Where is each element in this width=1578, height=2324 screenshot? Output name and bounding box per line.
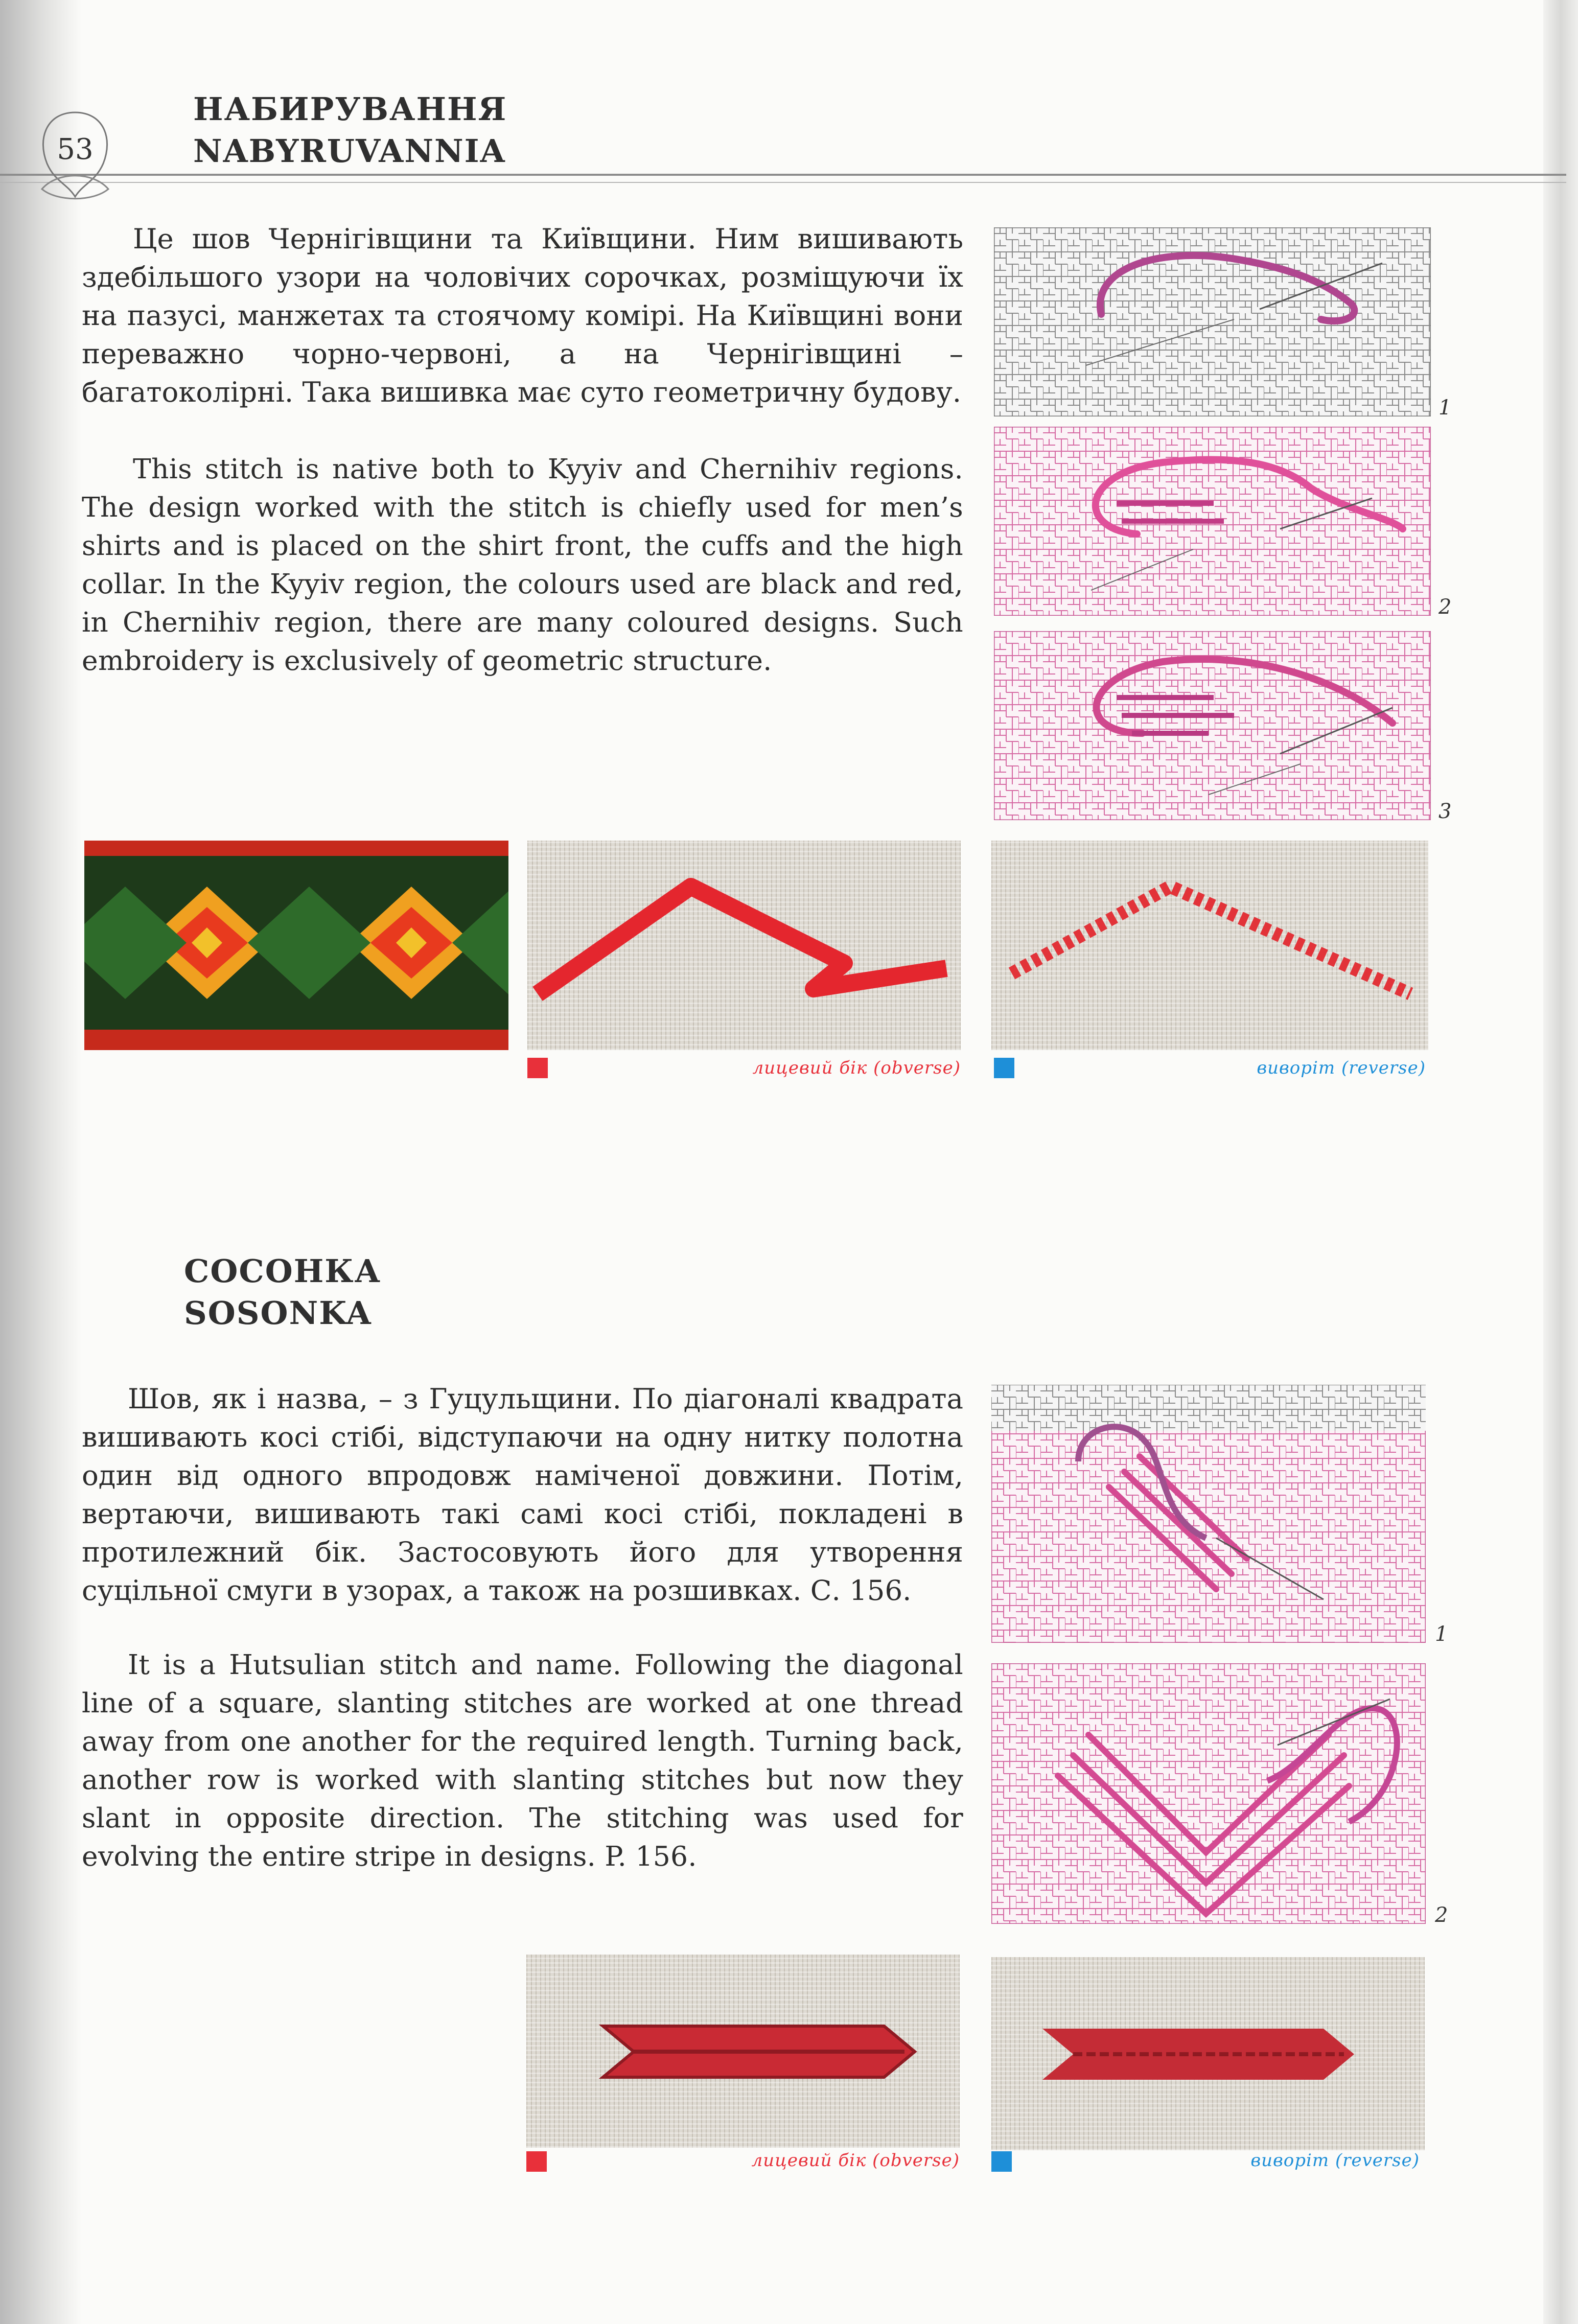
figure-number-s2-1: 1 bbox=[1435, 1622, 1448, 1646]
section2-text-uk: Шов, як і назва, – з Гуцульщини. По діагоналі квадрата вишивають косі стібі, відступаючи на одну нитку полотна один від одного впродовж наміченої довжини. Потім, вертаючи, вишивають такі самі косі стібі, покладені в протилежний бік. Застосовують його для утворення суцільної смуги в узорах, а також на розшивках. С. 156. bbox=[82, 1382, 963, 1607]
section2-title-en: SOSONKA bbox=[184, 1294, 372, 1332]
sosonka-diagram-2 bbox=[991, 1663, 1426, 1924]
section2-title-uk: СОСОНКА bbox=[184, 1252, 382, 1290]
reverse-caption-2: виворіт (reverse) bbox=[1250, 2150, 1420, 2171]
nabyruvannia-diagram-3 bbox=[994, 631, 1431, 820]
page-edge bbox=[1543, 0, 1578, 2324]
obverse-caption-2: лицевий бік (obverse) bbox=[751, 2150, 960, 2171]
binding-shadow bbox=[0, 0, 82, 2324]
nabyruvannia-diagram-2 bbox=[994, 427, 1431, 616]
section1-title-en: NABYRUVANNIA bbox=[193, 132, 506, 170]
nabyruvannia-reverse-photo bbox=[991, 841, 1428, 1050]
reverse-marker-2 bbox=[991, 2151, 1012, 2172]
page-number: 53 bbox=[57, 133, 94, 166]
section2-text-en: It is a Hutsulian stitch and name. Following the diagonal line of a square, slanting stitches are worked at one thread away from one another for the required length. Turning back, another row is worked with slanting stitches but now they slant in opposite direction. The stitching was used for evolving the entire stripe in designs. P. 156. bbox=[82, 1648, 963, 1872]
nabyruvannia-obverse-photo bbox=[527, 841, 961, 1050]
reverse-caption-1: виворіт (reverse) bbox=[1257, 1058, 1426, 1078]
reverse-marker bbox=[994, 1058, 1014, 1078]
obverse-marker bbox=[527, 1058, 548, 1078]
section1-text-uk: Це шов Чернігівщини та Київщини. Ним вишивають здебільшого узори на чоловічих сорочках, розміщуючи їх на пазусі, манжетах та стоячому комірі. На Київщині вони переважно чорно-червоні, а на Чернігівщині – багатоколірні. Така вишивка має суто геометричну будову. bbox=[82, 222, 963, 408]
section1-title-uk: НАБИРУВАННЯ bbox=[193, 90, 507, 128]
section1-text-en: This stitch is native both to Kyyiv and Chernihiv regions. The design worked with the stitch is chiefly used for men’s shirts and is placed on the shirt front, the cuffs and the high collar. In the Kyyiv region, the colours used are black and red, in Chernihiv region, there are many coloured designs. Such embroidery is exclusively of geometric structure. bbox=[82, 453, 963, 677]
header-rule-thin bbox=[0, 182, 1566, 183]
obverse-caption-1: лицевий бік (obverse) bbox=[752, 1058, 961, 1078]
figure-number-2: 2 bbox=[1438, 595, 1452, 619]
obverse-marker-2 bbox=[526, 2151, 547, 2172]
sosonka-obverse-photo bbox=[526, 1955, 960, 2148]
figure-number-3: 3 bbox=[1438, 800, 1452, 823]
sosonka-diagram-1 bbox=[991, 1385, 1426, 1643]
figure-number-1: 1 bbox=[1438, 396, 1452, 420]
sosonka-reverse-photo bbox=[991, 1957, 1425, 2150]
embroidery-band-photo bbox=[84, 841, 508, 1050]
figure-number-s2-2: 2 bbox=[1435, 1903, 1448, 1927]
nabyruvannia-diagram-1 bbox=[994, 227, 1431, 416]
header-rule bbox=[0, 174, 1566, 176]
page-number-ornament bbox=[32, 107, 119, 194]
